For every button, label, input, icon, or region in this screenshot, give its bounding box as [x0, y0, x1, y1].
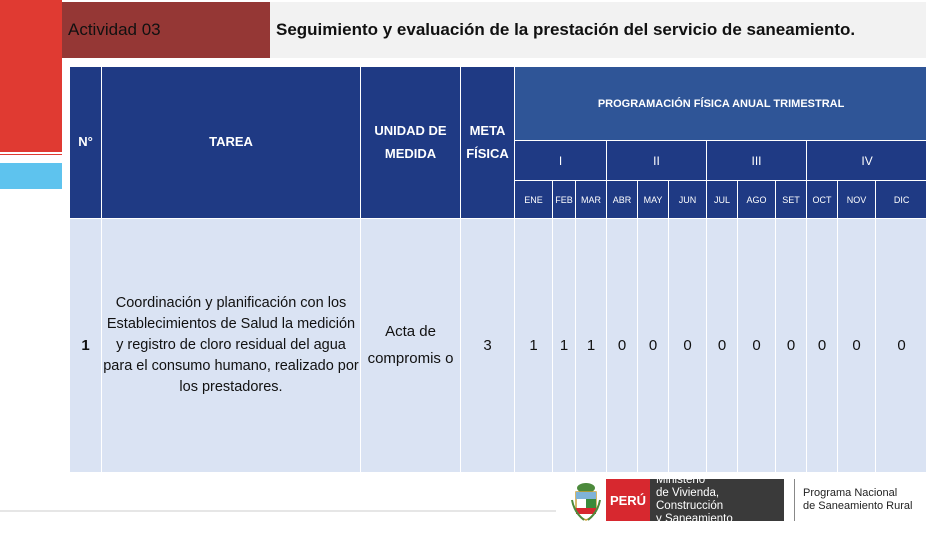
- header-month: ABR: [607, 181, 638, 219]
- header-month: ENE: [515, 181, 553, 219]
- row-month-value: 0: [707, 219, 738, 473]
- header-goal: META FÍSICA: [461, 67, 515, 219]
- program-line: de Saneamiento Rural: [803, 500, 913, 512]
- header-month: JUN: [669, 181, 707, 219]
- row-month-value: 0: [838, 219, 876, 473]
- ministry-line: de Vivienda, Construcción: [656, 486, 724, 512]
- header-month: NOV: [838, 181, 876, 219]
- row-task: Coordinación y planificación con los Establecimientos de Salud la medición y registro de cloro residual del agua para el consumo humano, realizado por los prestadores.: [102, 219, 361, 473]
- header-month: OCT: [807, 181, 838, 219]
- coat-of-arms-icon: [570, 478, 602, 522]
- header-month: MAR: [576, 181, 607, 219]
- header-no: N°: [70, 67, 102, 219]
- ministry-name: [650, 473, 784, 526]
- header-month: FEB: [553, 181, 576, 219]
- header-month: SET: [776, 181, 807, 219]
- row-number: 1: [70, 219, 102, 473]
- decorative-red-bar: [0, 0, 62, 155]
- ministry-logo: [570, 473, 913, 526]
- header-month: JUL: [707, 181, 738, 219]
- table-row: [70, 219, 926, 473]
- row-unit: Acta de compromis o: [361, 219, 461, 473]
- row-month-value: 1: [553, 219, 576, 473]
- header-month: AGO: [738, 181, 776, 219]
- row-month-value: 1: [515, 219, 553, 473]
- header-quarter-2: II: [607, 141, 707, 181]
- schedule-table: [69, 66, 926, 473]
- header-quarter-1: I: [515, 141, 607, 181]
- row-goal: 3: [461, 219, 515, 473]
- program-name: [794, 479, 912, 521]
- header-month: MAY: [638, 181, 669, 219]
- row-month-value: 0: [876, 219, 926, 473]
- activity-label: Actividad 03: [62, 2, 270, 58]
- header-month: DIC: [876, 181, 926, 219]
- header-quarter-3: III: [707, 141, 807, 181]
- row-month-value: 0: [807, 219, 838, 473]
- header-program: PROGRAMACIÓN FÍSICA ANUAL TRIMESTRAL: [515, 67, 926, 141]
- decorative-divider: [0, 152, 62, 154]
- header-quarter-4: IV: [807, 141, 926, 181]
- program-line: Programa Nacional: [803, 486, 898, 499]
- ministry-line: Ministerio: [656, 473, 706, 486]
- footer-divider: [0, 510, 556, 512]
- row-month-value: 0: [638, 219, 669, 473]
- row-month-value: 0: [738, 219, 776, 473]
- activity-title: Seguimiento y evaluación de la prestación del servicio de saneamiento.: [270, 2, 926, 58]
- ministry-line: y Saneamiento: [656, 513, 733, 526]
- row-month-value: 0: [607, 219, 638, 473]
- row-month-value: 1: [576, 219, 607, 473]
- row-month-value: 0: [669, 219, 707, 473]
- header-task: TAREA: [102, 67, 361, 219]
- header-unit: UNIDAD DE MEDIDA: [361, 67, 461, 219]
- decorative-blue-bar: [0, 163, 62, 189]
- row-month-value: 0: [776, 219, 807, 473]
- country-badge: PERÚ: [606, 479, 650, 521]
